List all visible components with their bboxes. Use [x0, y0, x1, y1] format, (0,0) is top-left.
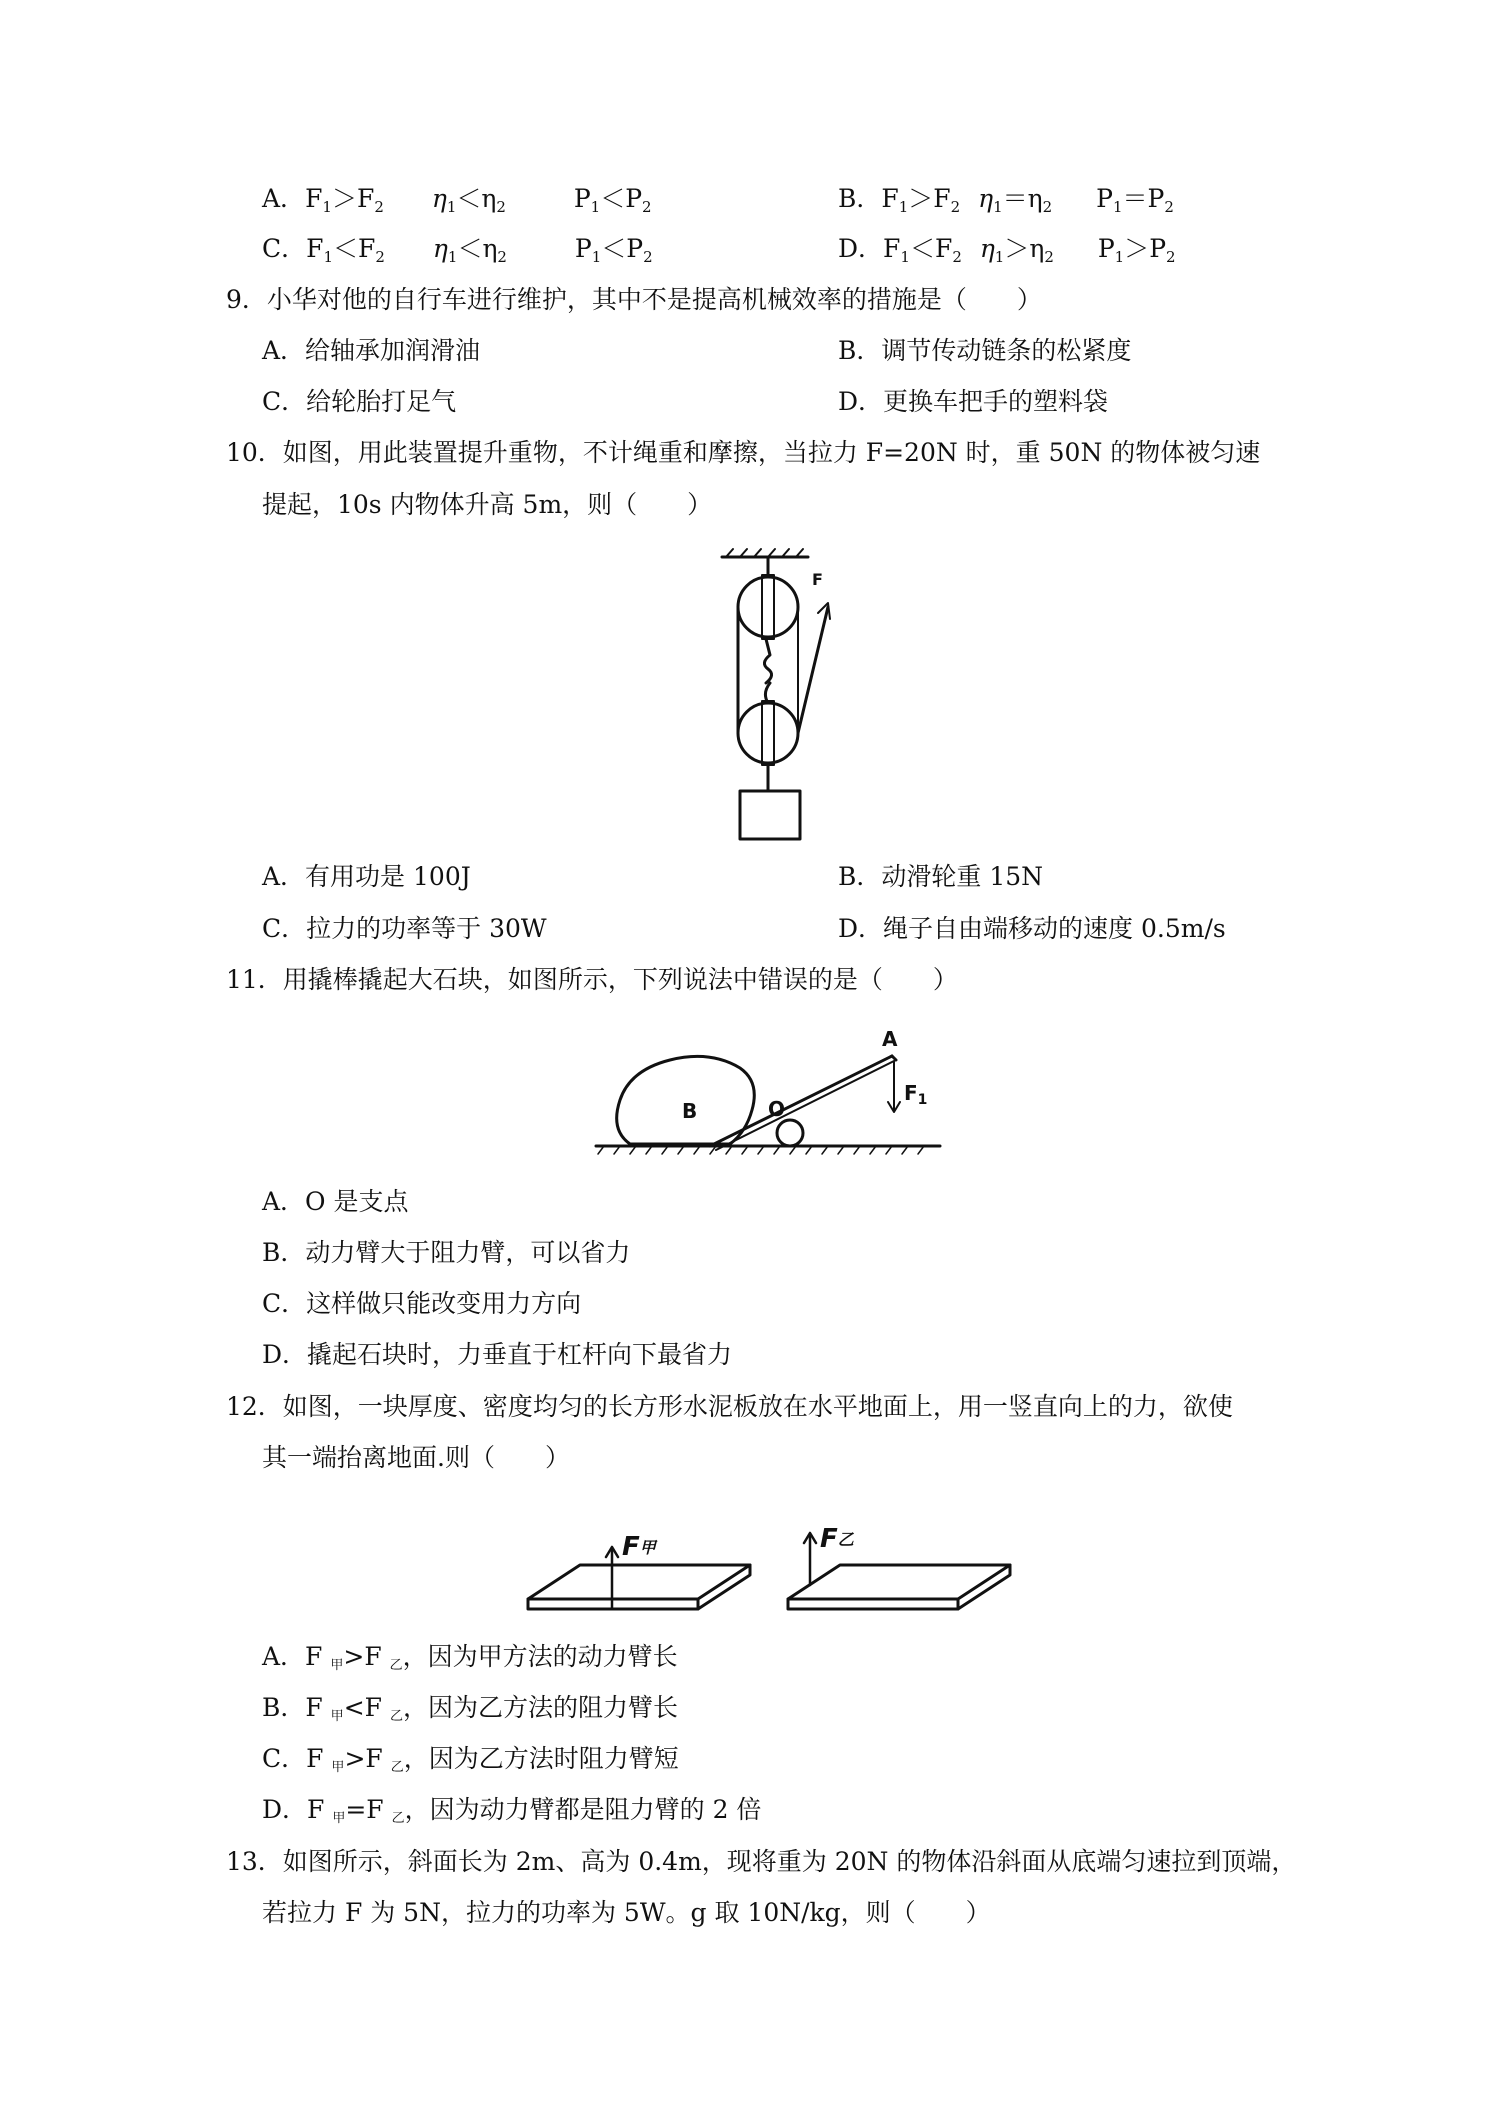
force-label-f: F — [812, 570, 823, 589]
force-label-f1: $F_1$ — [904, 1081, 928, 1108]
fixed-pulley — [738, 577, 798, 637]
q9-option-b: B．调节传动链条的松紧度 — [838, 336, 1132, 365]
fulcrum — [777, 1120, 803, 1146]
q10-stem-line1: 10．如图，用此装置提升重物，不计绳重和摩擦，当拉力 F=20N 时，重 50N 的物体被匀速 — [226, 438, 1261, 467]
rock-label-b: B — [682, 1099, 698, 1123]
force-label-f-jia: F甲 — [622, 1532, 656, 1562]
pulley-figure — [700, 545, 840, 845]
slab-figure — [520, 1525, 1020, 1615]
q12-option-b: B．F 甲<F 乙，因为乙方法的阻力臂长 — [262, 1693, 678, 1724]
q12-option-a: A．F 甲>F 乙，因为甲方法的动力臂长 — [262, 1642, 678, 1673]
fulcrum-label-o: O — [768, 1097, 786, 1121]
q12-stem-line1: 12．如图，一块厚度、密度均匀的长方形水泥板放在水平地面上，用一竖直向上的力，欲使 — [226, 1392, 1233, 1421]
q9-option-d: D．更换车把手的塑料袋 — [838, 387, 1109, 416]
q11-option-c: C．这样做只能改变用力方向 — [262, 1289, 582, 1318]
lever-bar — [710, 1056, 892, 1146]
slab-jia — [528, 1565, 750, 1599]
slab-yi — [788, 1565, 1010, 1599]
q10-option-b: B．动滑轮重 15N — [838, 862, 1044, 891]
movable-pulley — [738, 703, 798, 763]
q8-option-c: C．$F_1<F_2$ $\eta_1<\eta_2$ $P_1<P_2$ — [262, 234, 653, 266]
q11-option-d: D．撬起石块时，力垂直于杠杆向下最省力 — [262, 1340, 733, 1369]
q8-option-b: B．$F_1>F_2$ $\eta_1=\eta_2$ $P_1=P_2$ — [838, 184, 1174, 216]
force-label-f-yi: F乙 — [820, 1524, 854, 1554]
q11-stem: 11．用撬棒撬起大石块，如图所示，下列说法中错误的是（ ） — [226, 965, 958, 994]
q9-option-c: C．给轮胎打足气 — [262, 387, 457, 416]
q11-option-a: A．O 是支点 — [262, 1187, 409, 1216]
q10-stem-line2: 提起，10s 内物体升高 5m，则（ ） — [262, 490, 713, 519]
q12-stem-line2: 其一端抬离地面.则（ ） — [262, 1443, 570, 1472]
q9-option-a: A．给轴承加润滑油 — [262, 336, 481, 365]
weight-block — [740, 791, 800, 839]
q12-option-c: C．F 甲>F 乙，因为乙方法时阻力臂短 — [262, 1744, 679, 1775]
q10-option-a: A．有用功是 100J — [262, 862, 471, 891]
hook — [764, 639, 771, 683]
q8-option-a: A．$F_1>F_2$ $\eta_1<\eta_2$ $P_1<P_2$ — [262, 184, 652, 216]
q13-stem-line1: 13．如图所示，斜面长为 2m、高为 0.4m，现将重为 20N 的物体沿斜面从底端匀速拉到顶端， — [226, 1847, 1297, 1876]
q13-stem-line2: 若拉力 F 为 5N，拉力的功率为 5W。g 取 10N/kg，则（ ） — [262, 1898, 991, 1927]
q10-option-d: D．绳子自由端移动的速度 0.5m/s — [838, 914, 1226, 943]
rope-free-end — [798, 607, 828, 733]
lever-label-a: A — [882, 1027, 898, 1051]
q10-option-c: C．拉力的功率等于 30W — [262, 914, 547, 943]
q9-stem: 9．小华对他的自行车进行维护，其中不是提高机械效率的措施是（ ） — [226, 285, 1042, 314]
q11-option-b: B．动力臂大于阻力臂，可以省力 — [262, 1238, 631, 1267]
q12-option-d: D．F 甲=F 乙，因为动力臂都是阻力臂的 2 倍 — [262, 1795, 762, 1826]
lever-figure — [590, 1020, 950, 1170]
q8-option-d: D．$F_1<F_2$ $\eta_1>\eta_2$ $P_1>P_2$ — [838, 234, 1176, 266]
